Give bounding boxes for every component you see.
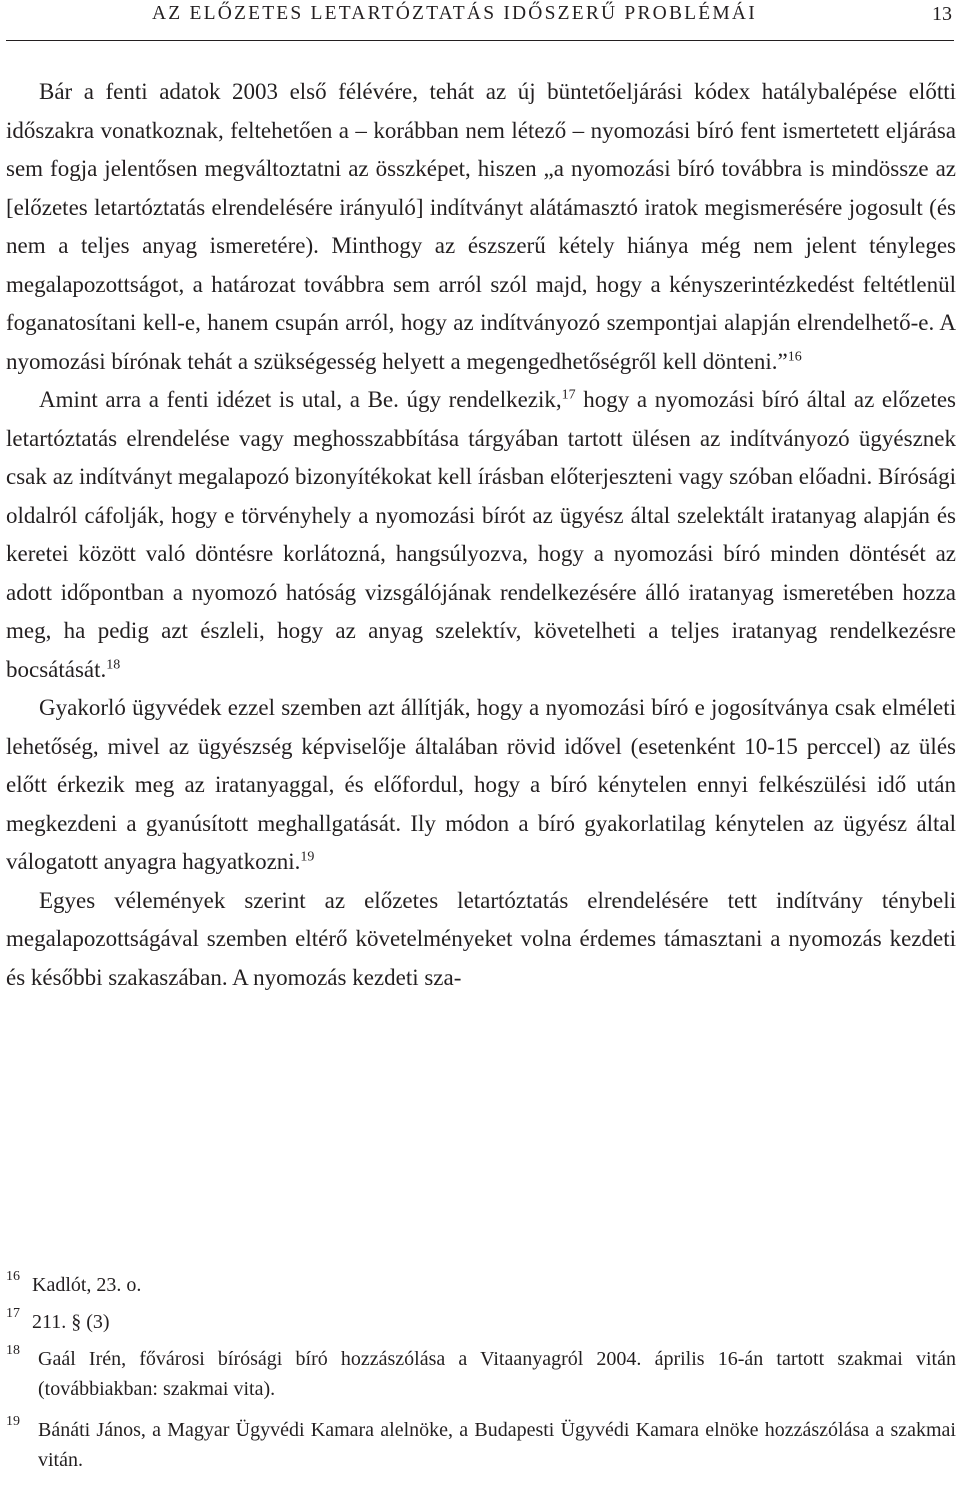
footnote-number: 17 xyxy=(6,1306,20,1321)
footnote-number: 19 xyxy=(6,1414,20,1429)
footnote xyxy=(6,1415,956,1475)
paragraph-text: Gyakorló ügyvédek ezzel szemben azt állítják, hogy a nyomozási bíró e jogosítványa csak elméleti lehetőség, mivel az ügyészség képviselője általában rövid idővel (esetenként 10-15 perccel) az ülés előtt érkezik meg az iratanyaggal, és előfordul, hogy a bíró kénytelen ennyi felkészülési idő után megkezdeni a gyanúsított meghallgatását. Ily módon a bíró gyakorlatilag kénytelen az ügyész által válogatott anyagra hagyatkozni. xyxy=(6,695,956,874)
paragraph-text: Bár a fenti adatok 2003 első félévére, tehát az új büntetőeljárási kódex hatálybalépése előtti időszakra vonatkoznak, feltehetően a – korábban nem létező – nyomozási bíró fent ismertetett eljárása sem fogja jelentősen megváltoztatni az összképet, hiszen „a nyomozási bíró továbbra is mindössze az [előzetes letartóztatás elrendelésére irányuló] indítványt alátámasztó iratok megismerésére jogosult (és nem a teljes anyag ismeretére). Minthogy az észszerű kétely hiánya még nem jelent tényleges megalapozottságot, a határozat továbbra sem arról szól majd, hogy a kényszerintézkedést feltétlenül foganatosítani kell-e, hanem csupán arról, hogy az indítványozó szempontjai alapján elrendelhető-e. A nyomozási bírónak tehát a szükségesség helyett a megengedhetőségről kell dönteni.” xyxy=(6,79,956,374)
paragraph-text-continued: hogy a nyomozási bíró által az előzetes letartóztatás elrendelése vagy meghosszabbítása tárgyában tartott ülésen az indítványozó ügyésznek csak az indítványt megalapozó bizonyítékokat kell írásban előterjeszteni vagy szóban előadni. Bírósági oldalról cáfolják, hogy e törvényhely a nyomozási bírót az ügyész által szelektált iratanyag alapján és keretei között való döntésre korlátozná, hangsúlyozva, hogy a nyomozási bíró minden döntését az adott időpontban a nyomozó hatóság vizsgálójának rendelkezésére álló iratanyag ismeretében hozza meg, ha pedig azt észleli, hogy az anyag szelektív, követelheti a teljes iratanyag rendelkezésre bocsátását. xyxy=(6,387,956,682)
footnote-text: Gaál Irén, fővárosi bírósági bíró hozzászólása a Vitaanyagról 2004. április 16-án tartott szakmai vitán (továbbiakban: szakmai vita). xyxy=(38,1348,956,1400)
body-text xyxy=(6,73,956,997)
page-number: 13 xyxy=(932,3,952,25)
footnote-reference[interactable]: 19 xyxy=(300,849,315,865)
footnote xyxy=(6,1270,956,1300)
footnote-reference[interactable]: 16 xyxy=(787,348,802,364)
paragraph xyxy=(6,689,956,882)
footnote xyxy=(6,1344,956,1404)
footnote-number: 18 xyxy=(6,1343,20,1358)
footnote-reference[interactable]: 17 xyxy=(561,387,576,403)
paragraph-text: Egyes vélemények szerint az előzetes letartóztatás elrendelésére tett indítvány ténybeli megalapozottságával szemben eltérő követelményeket volna érdemes támasztani a nyomozás kezdeti és későbbi szakaszában. A nyomozás kezdeti sza- xyxy=(6,887,956,990)
footnote-reference[interactable]: 18 xyxy=(106,656,121,672)
footnote-text: Kadlót, 23. o. xyxy=(32,1274,142,1296)
footnote-text: 211. § (3) xyxy=(32,1311,110,1333)
running-header-title: AZ ELŐZETES LETARTÓZTATÁS IDŐSZERŰ PROBLÉMÁI xyxy=(152,3,757,24)
paragraph xyxy=(6,381,956,689)
paragraph-text: Amint arra a fenti idézet is utal, a Be. úgy rendelkezik, xyxy=(39,387,562,412)
footnote-number: 16 xyxy=(6,1269,20,1284)
paragraph xyxy=(6,73,956,381)
footnotes xyxy=(6,1270,956,1486)
running-header xyxy=(6,0,954,41)
footnote-text: Bánáti János, a Magyar Ügyvédi Kamara alelnöke, a Budapesti Ügyvédi Kamara elnöke hozzászólása a szakmai vitán. xyxy=(38,1419,956,1471)
footnote xyxy=(6,1307,956,1337)
paragraph xyxy=(6,882,956,998)
